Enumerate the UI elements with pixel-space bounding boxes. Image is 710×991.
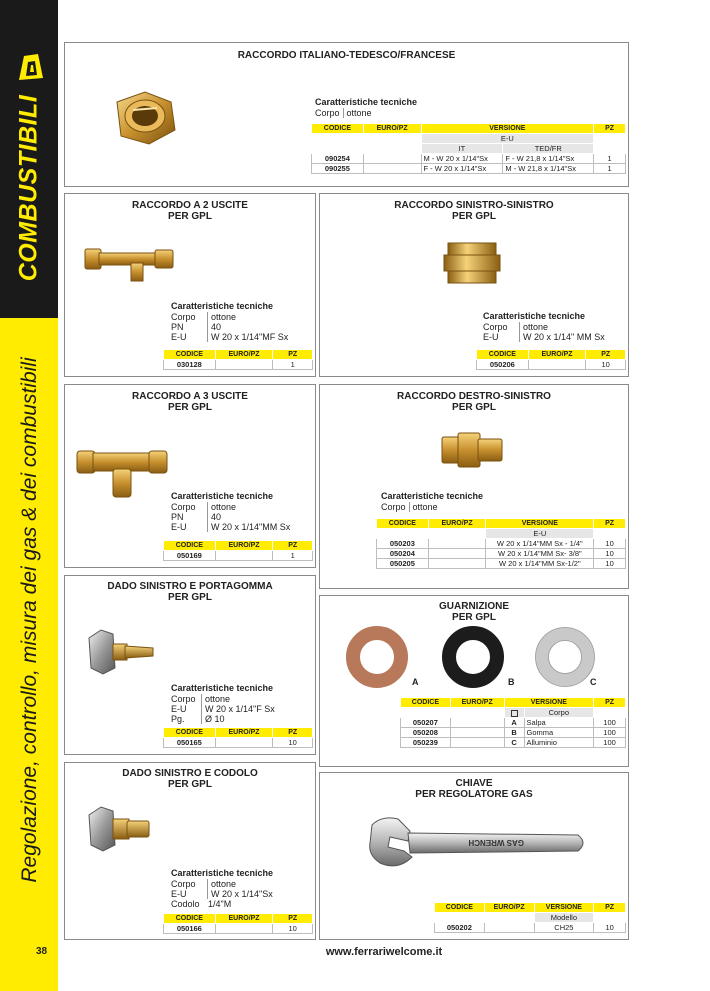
product-image [438, 427, 508, 475]
table-row: 050166 10 [164, 924, 313, 934]
product-table: CODICE EURO/PZ PZ 050169 1 [163, 540, 313, 561]
product-title: RACCORDO SINISTRO-SINISTRO PER GPL [394, 200, 554, 222]
specs-title: Caratteristiche tecniche [171, 491, 274, 501]
gasket-b-image [440, 624, 506, 690]
product-title: DADO SINISTRO E PORTAGOMMA PER GPL [107, 581, 273, 603]
col-header: CODICE [312, 124, 364, 134]
specs-title: Caratteristiche tecniche [483, 311, 586, 321]
product-title: RACCORDO A 3 USCITE PER GPL [132, 391, 248, 413]
product-image [83, 239, 178, 284]
spec-value: ottone [343, 108, 372, 118]
footer-website [0, 946, 710, 958]
specs-title: Caratteristiche tecniche [171, 683, 274, 693]
specs [315, 97, 417, 118]
product-title: GUARNIZIONE PER GPL [439, 601, 509, 623]
table-row: 050204 W 20 x 1/14"MM Sx- 3/8" 10 [377, 549, 626, 559]
specs: Caratteristiche tecniche Corpo ottone [381, 491, 484, 512]
specs: Caratteristiche tecniche Corpo ottone PN 40 E-U W 20 x 1/14"MF Sx [171, 301, 289, 342]
page-number: 38 [36, 946, 48, 957]
website-link[interactable]: www.ferrariwelcome.it [325, 946, 443, 958]
product-guarnizione [319, 595, 629, 767]
specs: Caratteristiche tecniche Corpo ottone E-U W 20 x 1/14"F Sx Pg. Ø 10 [171, 683, 275, 724]
product-table: CODICE EURO/PZ VERSIONE PZ Corpo 050207 A Salpa 100 050208 B Gomma 100 050239 C Alluminio 100 [400, 697, 626, 748]
col-header: VERSIONE [421, 124, 594, 134]
gasket-label-a: A [412, 677, 419, 687]
product-image [85, 628, 157, 676]
gasket-label-c: C [590, 677, 597, 687]
product-raccordo-italiano-tedesco [64, 42, 629, 187]
sidebar-category-label: COMBUSTIBILI [14, 94, 43, 282]
product-table: CODICE EURO/PZ PZ 050206 10 [476, 349, 626, 370]
gasket-label-b: B [508, 677, 515, 687]
specs-title: Caratteristiche tecniche [171, 868, 274, 878]
specs-title: Caratteristiche tecniche [171, 301, 274, 311]
product-image [105, 88, 185, 150]
product-title: RACCORDO DESTRO-SINISTRO PER GPL [397, 391, 551, 413]
table-row: 050207 A Salpa 100 [401, 718, 626, 728]
table-row: 050202 CH25 10 [435, 923, 626, 933]
table-row: 050165 10 [164, 738, 313, 748]
table-row: 050206 10 [477, 360, 626, 370]
specs-title: Caratteristiche tecniche [315, 97, 418, 107]
table-row: 050208 B Gomma 100 [401, 728, 626, 738]
col-header: EURO/PZ [363, 124, 421, 134]
gasket-c-image [532, 624, 598, 690]
table-row: 050169 1 [164, 551, 313, 561]
product-raccordo-2-uscite [64, 193, 316, 377]
product-title: CHIAVE PER REGOLATORE GAS [415, 778, 533, 800]
product-raccordo-destro-sinistro [319, 384, 629, 589]
col-header: PZ [594, 124, 626, 134]
wrench-image [368, 813, 592, 871]
sub-header: IT [421, 144, 503, 154]
table-row: 050239 C Alluminio 100 [401, 738, 626, 748]
flame-logo-icon [16, 50, 46, 86]
specs-title: Caratteristiche tecniche [381, 491, 484, 501]
spec-key: Corpo [315, 108, 340, 118]
product-dado-portagomma [64, 575, 316, 755]
wrench-label: GAS WRENCH [468, 838, 524, 847]
product-title: DADO SINISTRO E CODOLO PER GPL [122, 768, 258, 790]
product-dado-codolo [64, 762, 316, 940]
sub-header: E-U [421, 134, 594, 144]
specs: Caratteristiche tecniche Corpo ottone PN 40 E-U W 20 x 1/14"MM Sx [171, 491, 291, 532]
product-image [442, 239, 502, 287]
sub-header: TED/FR [503, 144, 594, 154]
product-table: CODICE EURO/PZ PZ 050166 10 [163, 913, 313, 934]
table-row: 050205 W 20 x 1/14"MM Sx-1/2" 10 [377, 559, 626, 569]
product-image [75, 435, 170, 503]
product-table: CODICE EURO/PZ PZ 030128 1 [163, 349, 313, 370]
product-title: RACCORDO A 2 USCITE PER GPL [132, 200, 248, 222]
product-table [311, 123, 626, 174]
gasket-a-image [344, 624, 410, 690]
sidebar-section-label: Regolazione, controllo, misura dei gas & dei combustibili [18, 357, 41, 883]
table-row: 090254 M - W 20 x 1/14"Sx F - W 21,8 x 1/14"Sx 1 [312, 154, 626, 164]
product-table: CODICE EURO/PZ VERSIONE PZ E-U 050203 W 20 x 1/14"MM Sx - 1/4" 10 050204 W 20 x 1/14"MM Sx- 3/8" 10 050205 W 20 x 1/14"MM Sx-1/2" 10 [376, 518, 626, 569]
table-row: 050203 W 20 x 1/14"MM Sx - 1/4" 10 [377, 539, 626, 549]
product-raccordo-3-uscite [64, 384, 316, 568]
checkbox-icon [511, 710, 518, 717]
specs: Caratteristiche tecniche Corpo ottone E-U W 20 x 1/14"Sx Codolo 1/4"M [171, 868, 274, 909]
specs: Caratteristiche tecniche Corpo ottone E-U W 20 x 1/14" MM Sx [483, 311, 605, 342]
product-title: RACCORDO ITALIANO-TEDESCO/FRANCESE [237, 50, 456, 61]
product-chiave-regolatore [319, 772, 629, 940]
table-row: 090255 F - W 20 x 1/14"Sx M - W 21,8 x 1/14"Sx 1 [312, 164, 626, 174]
product-image [85, 803, 155, 855]
product-raccordo-sinistro-sinistro [319, 193, 629, 377]
product-table: CODICE EURO/PZ PZ 050165 10 [163, 727, 313, 748]
product-table: CODICE EURO/PZ VERSIONE PZ Modello 050202 CH25 10 [434, 902, 626, 933]
table-row: 030128 1 [164, 360, 313, 370]
